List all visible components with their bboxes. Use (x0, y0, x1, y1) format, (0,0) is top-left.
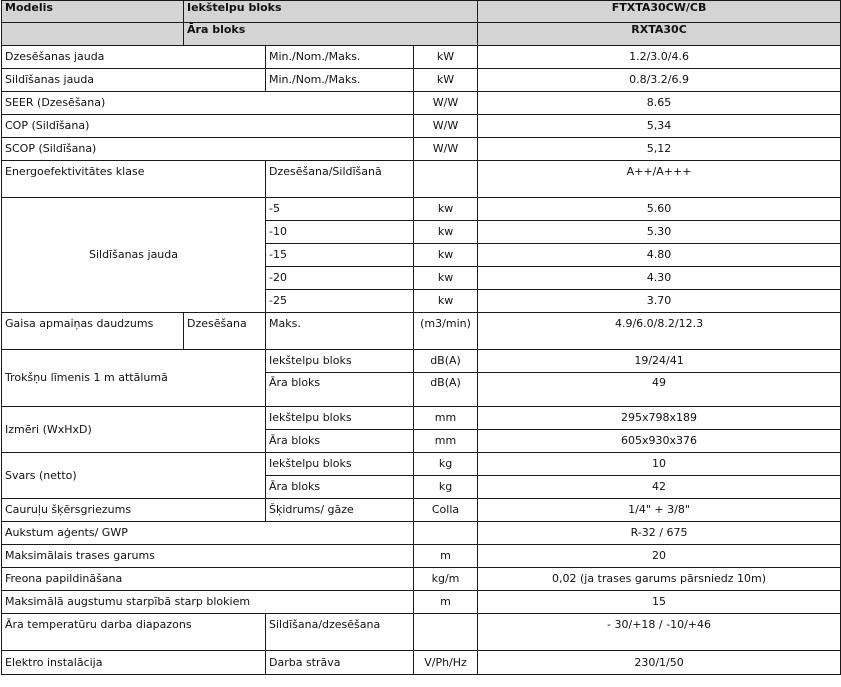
heating-capacity-sub: Min./Nom./Maks. (266, 69, 414, 92)
pipes-label: Cauruļu šķērsgriezums (2, 499, 266, 522)
heating-temp: -10 (266, 221, 414, 244)
pipes-value: 1/4" + 3/8" (478, 499, 841, 522)
dimensions-outdoor-value: 605x930x376 (478, 430, 841, 453)
table-row (2, 161, 841, 198)
weight-outdoor-label: Āra bloks (266, 476, 414, 499)
cooling-capacity-unit: kW (414, 46, 478, 69)
heating-temp: -20 (266, 267, 414, 290)
heating-temp-value: 4.80 (478, 244, 841, 267)
seer-value: 8.65 (478, 92, 841, 115)
pipes-unit: Colla (414, 499, 478, 522)
cop-label: COP (Sildīšana) (2, 115, 414, 138)
dimensions-label: Izmēri (WxHxD) (2, 407, 266, 453)
weight-outdoor-value: 42 (478, 476, 841, 499)
energy-class-value: A++/A+++ (478, 161, 841, 198)
power-value: 230/1/50 (478, 651, 841, 675)
max-height-unit: m (414, 591, 478, 614)
airflow-unit: (m3/min) (414, 313, 478, 350)
weight-indoor-label: Iekštelpu bloks (266, 453, 414, 476)
freon-charge-value: 0,02 (ja trases garums pārsniedz 10m) (478, 568, 841, 591)
temp-range-sub: Sildīšana/dzesēšana (266, 614, 414, 651)
outdoor-unit-header: Āra bloks (184, 23, 478, 46)
dimensions-indoor-value: 295x798x189 (478, 407, 841, 430)
max-length-label: Maksimālais trases garums (2, 545, 414, 568)
dimensions-outdoor-label: Āra bloks (266, 430, 414, 453)
table-row (2, 92, 841, 115)
refrigerant-unit-blank (414, 522, 478, 545)
power-label: Elektro instalācija (2, 651, 266, 675)
table-row (2, 46, 841, 69)
power-sub: Darba strāva (266, 651, 414, 675)
dimensions-indoor-label: Iekštelpu bloks (266, 407, 414, 430)
table-row (2, 198, 841, 221)
table-row (2, 115, 841, 138)
model-header: Modelis (2, 1, 184, 23)
heating-temp-unit: kw (414, 198, 478, 221)
noise-indoor-value: 19/24/41 (478, 350, 841, 373)
noise-outdoor-label: Āra bloks (266, 373, 414, 407)
freon-charge-unit: kg/m (414, 568, 478, 591)
power-unit: V/Ph/Hz (414, 651, 478, 675)
weight-indoor-value: 10 (478, 453, 841, 476)
heating-temp: -25 (266, 290, 414, 313)
seer-label: SEER (Dzesēšana) (2, 92, 414, 115)
table-row (2, 499, 841, 522)
max-length-value: 20 (478, 545, 841, 568)
heating-temp-unit: kw (414, 290, 478, 313)
cop-unit: W/W (414, 115, 478, 138)
table-row (2, 545, 841, 568)
seer-unit: W/W (414, 92, 478, 115)
noise-label: Trokšņu līmenis 1 m attālumā (2, 350, 266, 407)
max-length-unit: m (414, 545, 478, 568)
dimensions-indoor-unit: mm (414, 407, 478, 430)
weight-label: Svars (netto) (2, 453, 266, 499)
scop-value: 5,12 (478, 138, 841, 161)
heating-capacity-unit: kW (414, 69, 478, 92)
table-row (2, 453, 841, 476)
heating-temp-value: 3.70 (478, 290, 841, 313)
max-height-label: Maksimālā augstumu starpībā starp blokiem (2, 591, 414, 614)
airflow-value: 4.9/6.0/8.2/12.3 (478, 313, 841, 350)
outdoor-model-code: RXTA30C (478, 23, 841, 46)
scop-unit: W/W (414, 138, 478, 161)
heating-temp-unit: kw (414, 244, 478, 267)
header-row-outdoor (2, 23, 841, 46)
heating-temp-value: 5.30 (478, 221, 841, 244)
noise-outdoor-unit: dB(A) (414, 373, 478, 407)
temp-range-label: Āra temperatūru darba diapazons (2, 614, 266, 651)
table-row (2, 591, 841, 614)
indoor-model-code: FTXTA30CW/CB (478, 1, 841, 23)
table-row (2, 313, 841, 350)
cooling-capacity-label: Dzesēšanas jauda (2, 46, 266, 69)
scop-label: SCOP (Sildīšana) (2, 138, 414, 161)
airflow-label: Gaisa apmaiņas daudzums (2, 313, 184, 350)
heating-capacity-value: 0.8/3.2/6.9 (478, 69, 841, 92)
temp-range-unit-blank (414, 614, 478, 651)
noise-indoor-label: Iekštelpu bloks (266, 350, 414, 373)
table-row (2, 69, 841, 92)
cooling-capacity-sub: Min./Nom./Maks. (266, 46, 414, 69)
spec-table (1, 0, 841, 675)
table-row (2, 614, 841, 651)
energy-class-label: Energoefektivitātes klase (2, 161, 266, 198)
heating-temp-unit: kw (414, 221, 478, 244)
refrigerant-value: R-32 / 675 (478, 522, 841, 545)
heating-temp-value: 4.30 (478, 267, 841, 290)
noise-indoor-unit: dB(A) (414, 350, 478, 373)
airflow-mode: Dzesēšana (184, 313, 266, 350)
cop-value: 5,34 (478, 115, 841, 138)
weight-outdoor-unit: kg (414, 476, 478, 499)
model-header-blank (2, 23, 184, 46)
table-row (2, 407, 841, 430)
heating-capacity-label: Sildīšanas jauda (2, 69, 266, 92)
airflow-sub: Maks. (266, 313, 414, 350)
header-row-indoor (2, 1, 841, 23)
table-row (2, 568, 841, 591)
table-row (2, 138, 841, 161)
temp-range-value: - 30/+18 / -10/+46 (478, 614, 841, 651)
heating-temp: -15 (266, 244, 414, 267)
heating-temp-unit: kw (414, 267, 478, 290)
heating-temp: -5 (266, 198, 414, 221)
table-row (2, 350, 841, 373)
pipes-sub: Šķidrums/ gāze (266, 499, 414, 522)
energy-class-sub: Dzesēšana/Sildīšanā (266, 161, 414, 198)
max-height-value: 15 (478, 591, 841, 614)
heating-by-temp-label: Sildīšanas jauda (2, 198, 266, 313)
indoor-unit-header: Iekštelpu bloks (184, 1, 478, 23)
refrigerant-label: Aukstum aģents/ GWP (2, 522, 414, 545)
weight-indoor-unit: kg (414, 453, 478, 476)
table-row (2, 522, 841, 545)
freon-charge-label: Freona papildināšana (2, 568, 414, 591)
dimensions-outdoor-unit: mm (414, 430, 478, 453)
cooling-capacity-value: 1.2/3.0/4.6 (478, 46, 841, 69)
energy-class-unit-blank (414, 161, 478, 198)
heating-temp-value: 5.60 (478, 198, 841, 221)
noise-outdoor-value: 49 (478, 373, 841, 407)
table-row (2, 651, 841, 675)
